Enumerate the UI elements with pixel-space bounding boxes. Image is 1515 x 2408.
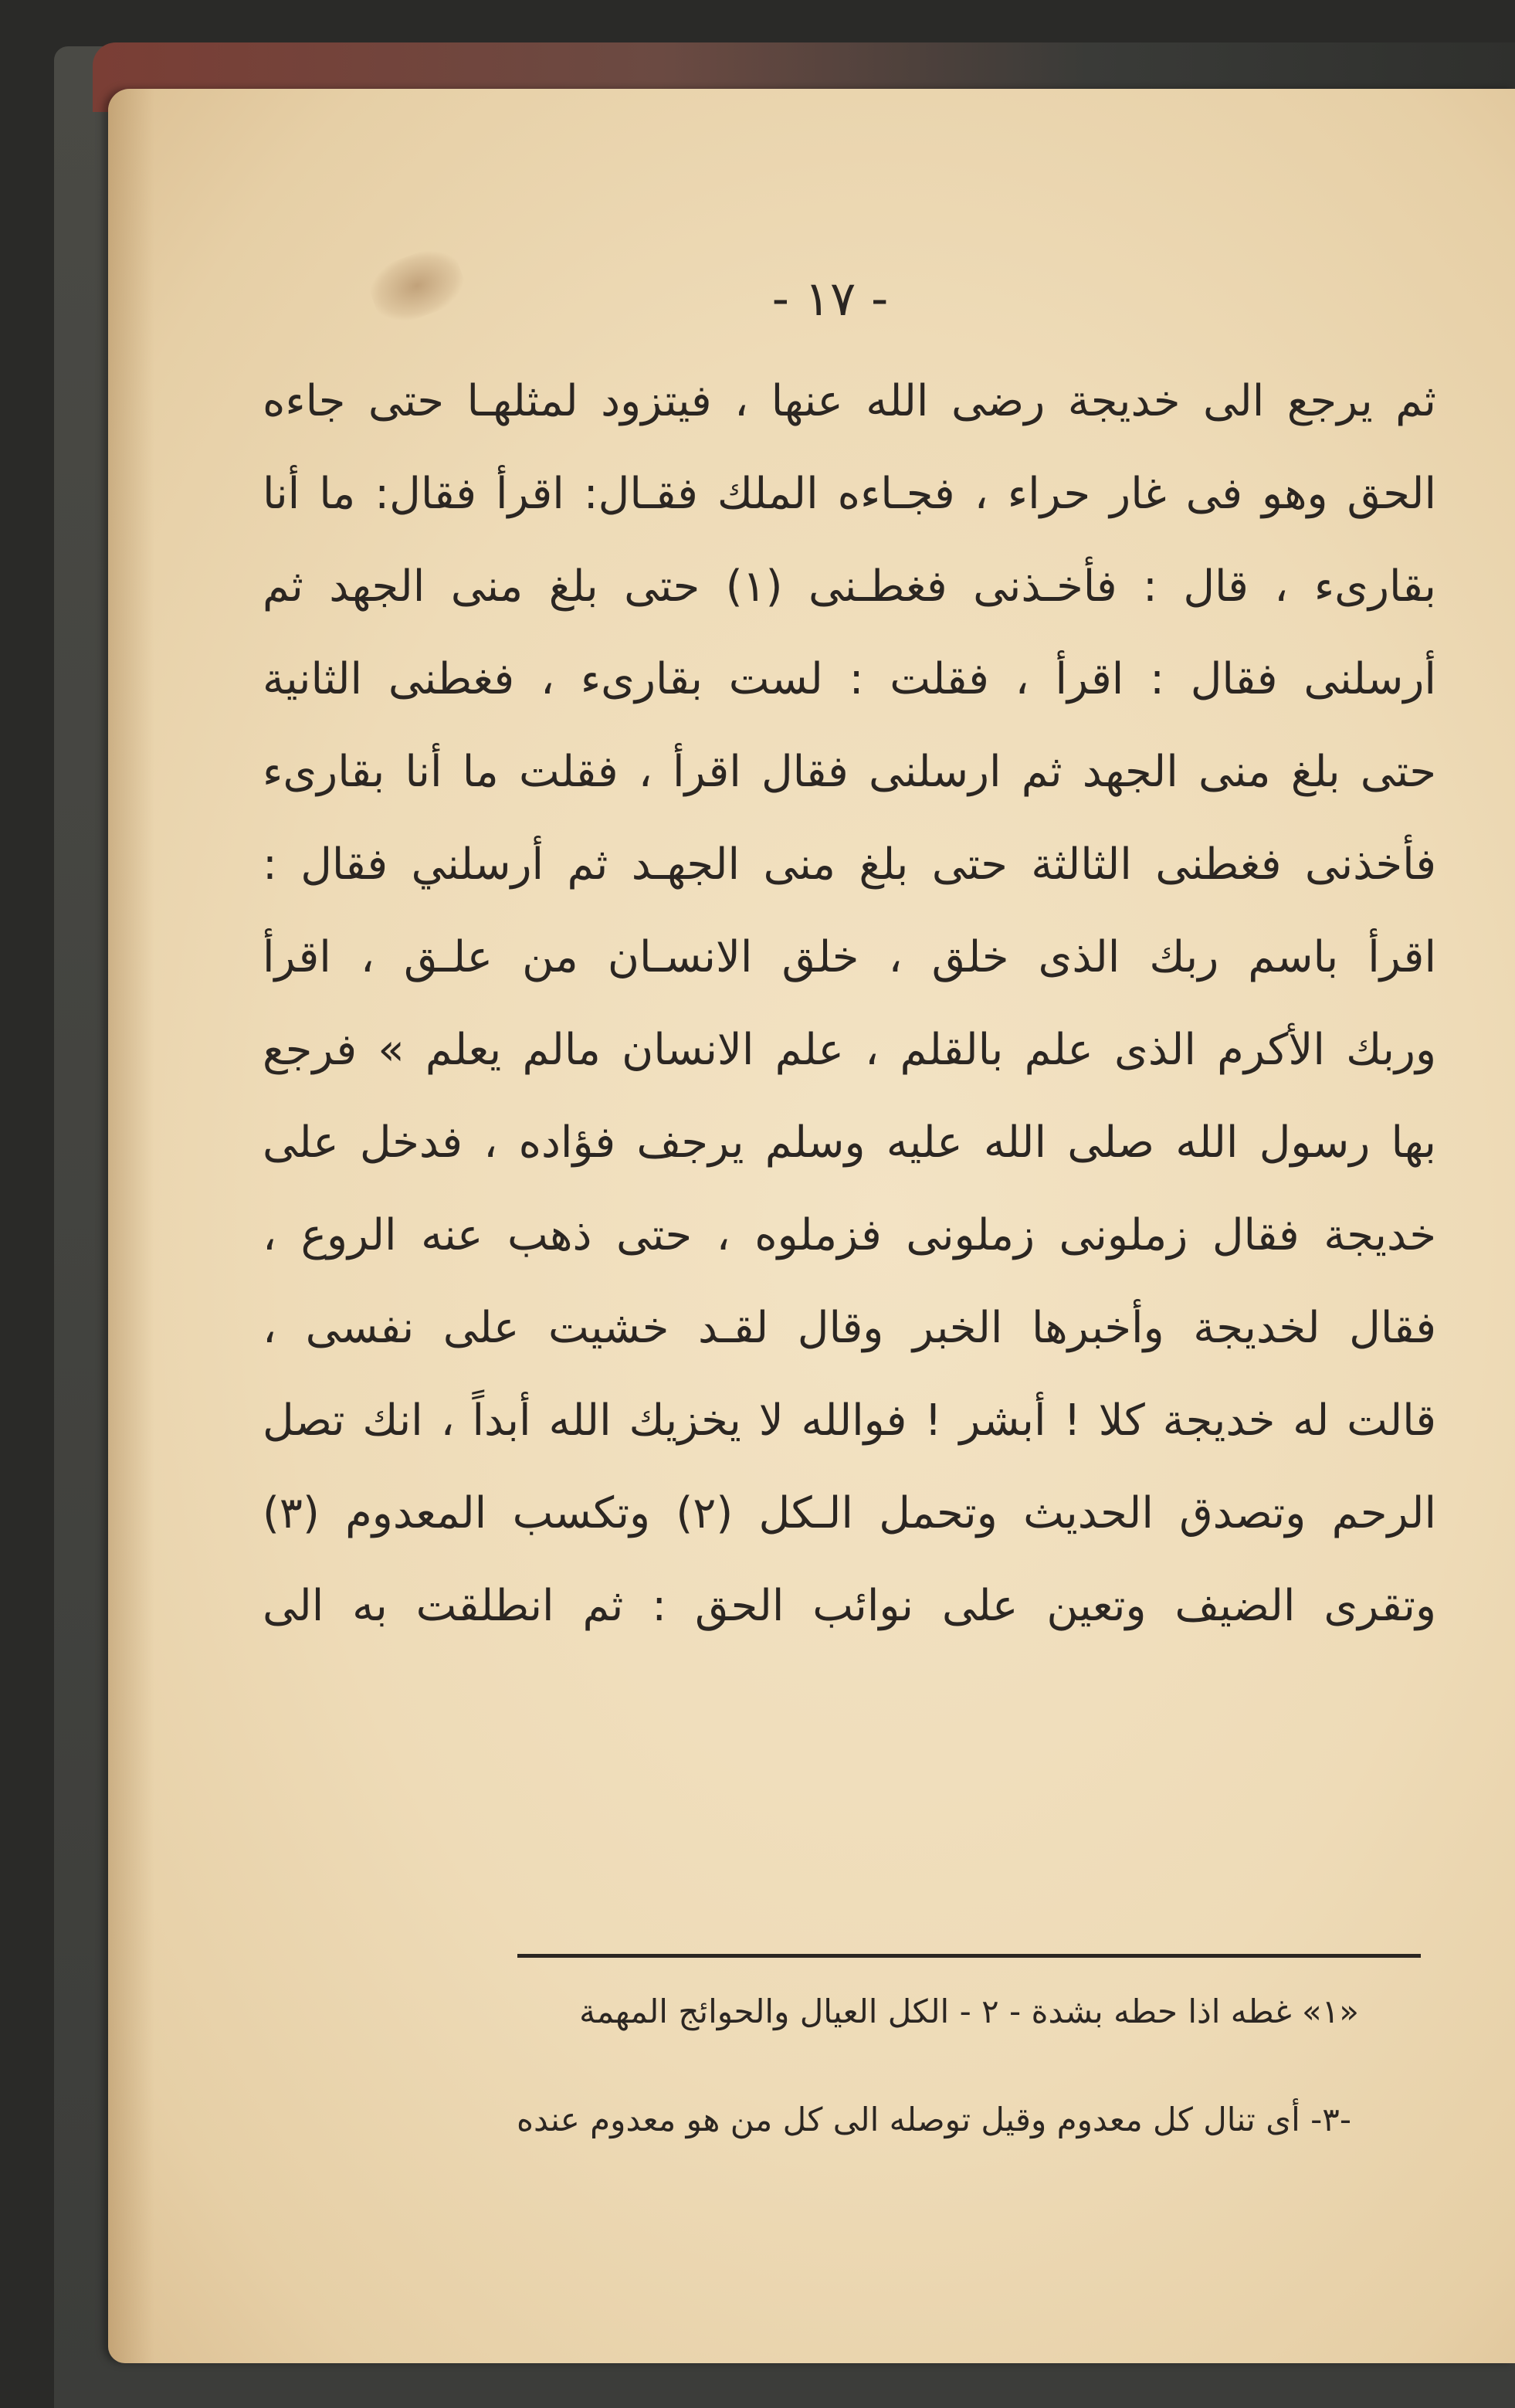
page-number: - ١٧ - xyxy=(771,270,889,327)
text-line: وربك الأكرم الذى علم بالقلم ، علم الانسان مالم يعلم » فرجع xyxy=(263,1025,1436,1075)
body-text xyxy=(263,355,1436,1653)
text-line: الرحم وتصدق الحديث وتحمل الـكل (٢) وتكسب المعدوم (٣) xyxy=(263,1488,1436,1538)
footnote-divider xyxy=(517,1954,1421,1958)
text-line: فقال لخديجة وأخبرها الخبر وقال لقـد خشيت على نفسى ، xyxy=(263,1303,1436,1353)
text-line: قالت له خديجة كلا ! أبشر ! فوالله لا يخزيك الله أبداً ، انك تصل xyxy=(263,1396,1436,1446)
text-line: ثم يرجع الى خديجة رضى الله عنها ، فيتزود لمثلهـا حتى جاءه xyxy=(263,376,1436,426)
text-line: حتى بلغ منى الجهد ثم ارسلنى فقال اقرأ ، فقلت ما أنا بقارىء xyxy=(263,747,1436,797)
text-line: بقارىء ، قال : فأخـذنى فغطـنى (١) حتى بلغ منى الجهد ثم xyxy=(263,561,1436,612)
text-line: الحق وهو فى غار حراء ، فجـاءه الملك فقـال: اقرأ فقال: ما أنا xyxy=(263,469,1436,519)
footnote: -٣- أى تنال كل معدوم وقيل توصله الى كل من هو معدوم عنده xyxy=(517,2101,1351,2138)
footnote: «١» غطه اذا حطه بشدة - ٢ - الكل العيال والحوائج المهمة xyxy=(579,1993,1359,2030)
text-line: أرسلنى فقال : اقرأ ، فقلت : لست بقارىء ، فغطنى الثانية xyxy=(263,654,1436,704)
text-line: بها رسول الله صلى الله عليه وسلم يرجف فؤاده ، فدخل على xyxy=(263,1118,1436,1168)
text-line: خديجة فقال زملونى زملونى فزملوه ، حتى ذهب عنه الروع ، xyxy=(263,1210,1436,1260)
text-line: وتقرى الضيف وتعين على نوائب الحق : ثم انطلقت به الى xyxy=(263,1581,1436,1631)
text-line: اقرأ باسم ربك الذى خلق ، خلق الانسـان من علـق ، اقرأ xyxy=(263,932,1436,982)
text-line: فأخذنى فغطنى الثالثة حتى بلغ منى الجهـد ثم أرسلني فقال : xyxy=(263,839,1436,890)
page-binding-shadow xyxy=(108,89,154,2363)
